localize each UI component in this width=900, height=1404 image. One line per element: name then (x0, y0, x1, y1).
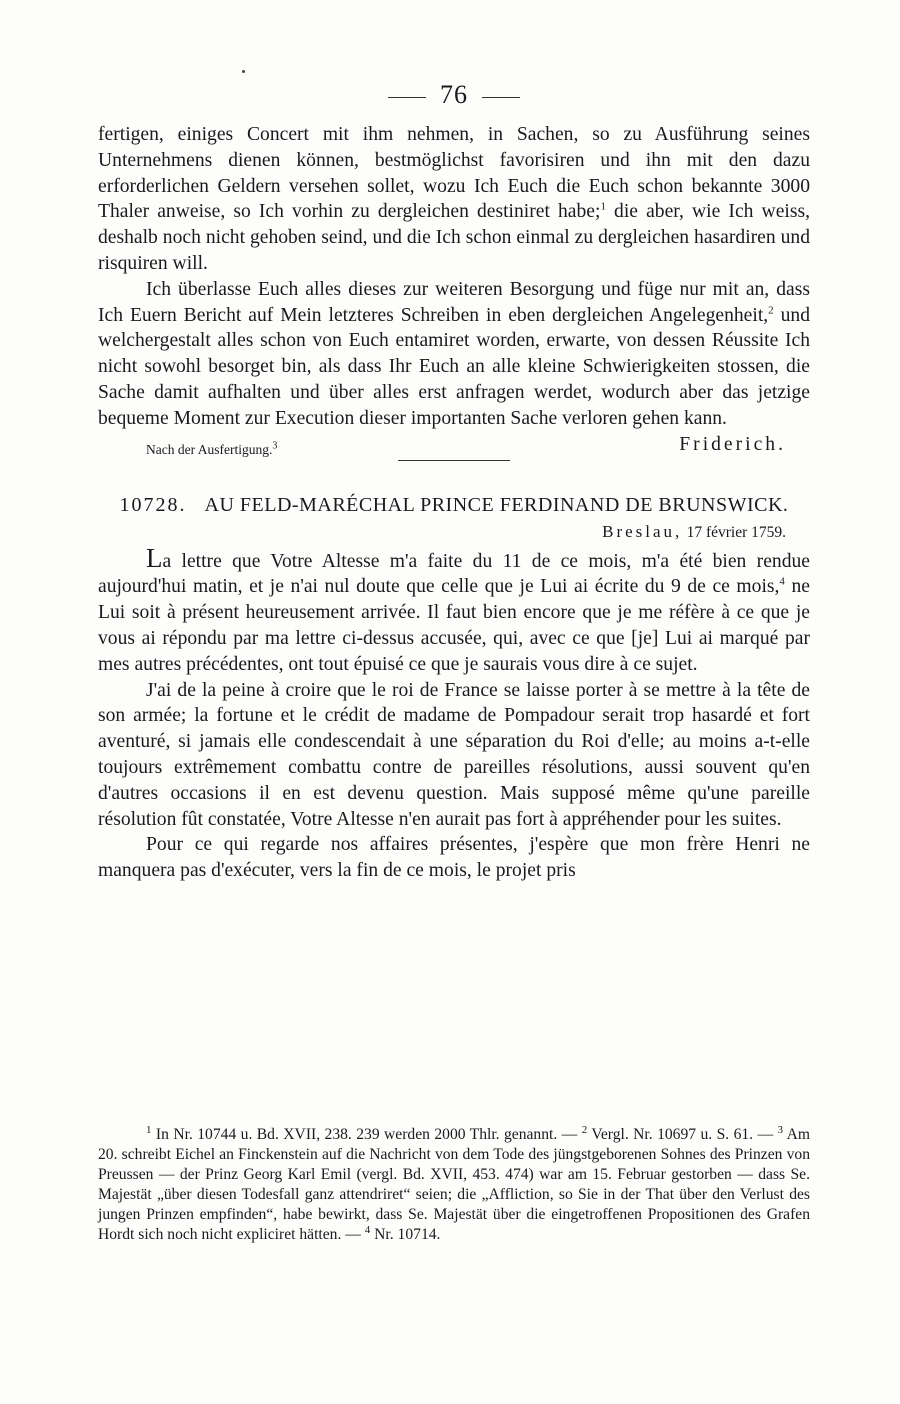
letter-heading (98, 492, 810, 518)
footnote-text: In Nr. 10744 u. Bd. XVII, 238. 239 werden 2000 Thlr. genannt. — (151, 1126, 582, 1143)
text-run: die aber, wie Ich weiss, deshalb noch nicht gehoben seind, und die Ich schon einmal zu dergleichen hasardiren und risquiren will. (98, 201, 810, 274)
text-run: fertigen, einiges Concert mit ihm nehmen, in Sachen, so zu Ausführung seines Unternehmens dienen können, bestmöglichst favorisiren und ihn mit den dazu erforderlichen Geldern versehen sollet, wozu Ich Euch die Euch schon bekannte 3000 Thaler anweise, so Ich vorhin zu dergleichen destiniret habe; (98, 124, 810, 223)
header-dash-right (482, 97, 520, 98)
footnote-mark: 2 (581, 1123, 588, 1136)
footnote-mark: 3 (777, 1123, 784, 1136)
footnote-mark: 4 (364, 1223, 371, 1236)
footnote-ref: 3 (272, 440, 278, 452)
footnote-ref: 1 (600, 200, 606, 213)
text-run: a lettre que Votre Altesse m'a faite du 11 de ce mois, m'a été bien rendue aujourd'hui matin, et je n'ai nul doute que celle que je Lui ai écrite du 9 de ce mois, (98, 550, 810, 598)
page-body (98, 80, 810, 884)
text-run: ne Lui soit à présent heureusement arrivée. Il faut bien encore que je me réfère à ce que je vous ai répondu par ma lettre ci-dessus accusée, qui, avec ce que [je] Lui ai marqué par mes autres précédentes, ont tout épuisé ce que je saurais vous dire à ce sujet. (98, 576, 810, 675)
continued-paragraph-1 (98, 122, 810, 277)
letter-title: AU FELD-MARÉCHAL PRINCE FERDINAND DE BRUNSWICK. (204, 493, 789, 516)
signature-line (98, 434, 810, 468)
footnote-ref: 2 (768, 304, 774, 317)
footnote-mark: 1 (146, 1123, 152, 1136)
page-header (98, 80, 810, 116)
signature: Friderich. (679, 433, 786, 455)
footnote-ref: 4 (779, 575, 785, 588)
letter-paragraph-1 (98, 542, 810, 678)
place-date (98, 522, 786, 542)
footnote-text: Am 20. schreibt Eichel an Finckenstein auf die Nachricht von dem Tode des jüngstgeborenen Sohnes des Prinzen von Preussen — der Prinz Georg Karl Emil (vergl. Bd. XVII, 453. 474) war am 15. Februar gestorben — dass Se. Majestät „über diesen Todesfall ganz attendriret“ seien; die „Affliction, so Sie in der That über den Verlust des jungen Prinzen empfinden“, habe bewirkt, dass Se. Majestät über die eingetroffenen Propositionen des Grafen Hordt sich noch nicht expliciret hätten. — (98, 1126, 810, 1243)
text-run: und welchergestalt alles schon von Euch entamiret worden, erwarte, von dessen Réussite Ich nicht sowohl besorget bin, als dass Ihr Euch an alle kleine Schwierigkeiten stossen, die Sache damit aufhalten und über alles erst anfragen werdet, wodurch aber das jetzige bequeme Moment zur Execution dieser importanten Sache verloren gehen kann. (98, 304, 810, 429)
letter-place: Breslau, (602, 521, 683, 541)
footnote-block (98, 1125, 810, 1245)
letter-paragraph-2: J'ai de la peine à croire que le roi de France se laisse porter à se mettre à la tête de son armée; la fortune et le crédit de madame de Pompadour serait trop hasardé et fort aventuré, si jamais elle condescendait à une séparation du Roi d'elle; au moins a-t-elle toujours extrêmement combattu contre de pareilles résolutions, aussi souvent qu'en d'autres occasions il en est devenu question. Mais supposé même qu'une pareille résolution fût constatée, Votre Altesse n'en aurait pas fort à appréhender pour les suites. (98, 679, 810, 830)
footnote-text: Nr. 10714. (370, 1226, 441, 1243)
footnote-text: Vergl. Nr. 10697 u. S. 61. — (587, 1126, 778, 1143)
continued-paragraph-2 (98, 277, 810, 432)
source-text: Nach der Ausfertigung. (146, 441, 273, 457)
footnotes (98, 1125, 810, 1245)
ink-speck (242, 70, 245, 73)
letter-paragraph-3: Pour ce qui regarde nos affaires présentes, j'espère que mon frère Henri ne manquera pas d'exécuter, vers la fin de ce mois, le projet pris (98, 834, 810, 882)
section-divider (398, 460, 510, 461)
letter-number: 10728. (119, 493, 187, 516)
text-run: Ich überlasse Euch alles dieses zur weiteren Besorgung und füge nur mit an, dass Ich Euern Bericht auf Mein letzteres Schreiben in eben dergleichen Angelegenheit, (98, 278, 810, 326)
letter-date: 17 février 1759. (686, 523, 786, 541)
initial-letter: L (146, 542, 163, 573)
header-dash-left (388, 97, 426, 98)
page-number: 76 (440, 80, 468, 109)
source-note (146, 442, 277, 458)
